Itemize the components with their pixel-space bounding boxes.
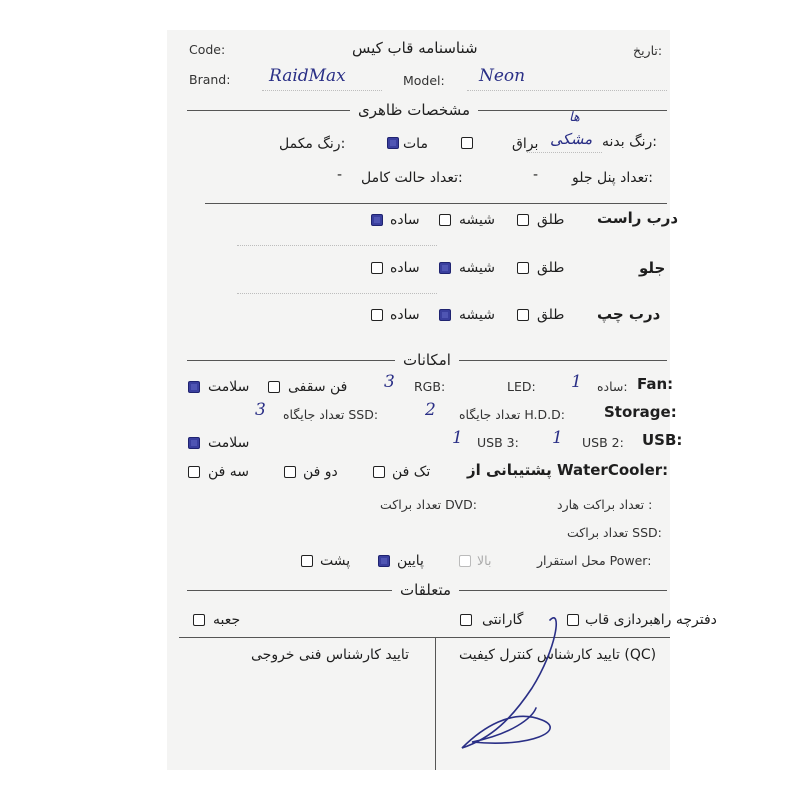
right-door-talq-checkbox[interactable] <box>517 214 529 226</box>
usb-healthy-checkbox[interactable] <box>188 437 200 449</box>
body-color-label: رنگ بدنه: <box>602 134 658 150</box>
box-checkbox[interactable] <box>193 614 205 626</box>
one-fan-checkbox[interactable] <box>373 466 385 478</box>
usb-healthy-label: سلامت <box>208 435 250 451</box>
right-door-glass: شیشه <box>459 212 495 228</box>
power-top-checkbox[interactable] <box>459 555 471 567</box>
right-door-glass-checkbox[interactable] <box>439 214 451 226</box>
signature-divider <box>179 637 670 638</box>
model-underline <box>467 90 667 91</box>
features-section-title: امکانات <box>395 351 459 369</box>
power-location-label: محل استقرار Power: <box>537 553 652 568</box>
two-fan-label: دو فن <box>303 464 338 480</box>
accessories-section-title: متعلقات <box>392 581 459 599</box>
box-label: جعبه <box>213 612 241 628</box>
right-door-label: درب راست <box>597 209 679 227</box>
power-back-label: پشت <box>320 553 351 569</box>
fan-rgb-value: 3 <box>384 372 395 392</box>
power-top-label: بالا <box>477 553 492 568</box>
three-fan-label: سه فن <box>208 464 250 480</box>
usb3-value: 1 <box>452 428 463 448</box>
fan-healthy-checkbox[interactable] <box>188 381 200 393</box>
fan-plain-label: ساده: <box>597 379 628 394</box>
case-manual-label: دفترچه راهبردازی قاب <box>585 612 717 628</box>
three-fan-checkbox[interactable] <box>188 466 200 478</box>
front-door-glass-checkbox[interactable] <box>439 262 451 274</box>
signature-column-divider <box>435 637 436 770</box>
ssd-bay-value: 3 <box>255 400 266 420</box>
model-label: Model: <box>403 73 445 88</box>
hdd-bay-label: تعداد جایگاه H.D.D: <box>459 407 565 422</box>
brand-label: Brand: <box>189 72 231 87</box>
left-door-plain: ساده <box>390 307 420 323</box>
left-door-glass: شیشه <box>459 307 495 323</box>
body-color-value: مشکی <box>550 130 593 148</box>
date-label: تاریخ: <box>633 43 663 58</box>
front-door-dotline <box>237 293 437 294</box>
front-door-talq-checkbox[interactable] <box>517 262 529 274</box>
warranty-form-sheet <box>167 30 717 770</box>
front-door-glass: شیشه <box>459 260 495 276</box>
left-door-plain-checkbox[interactable] <box>371 309 383 321</box>
appearance-bottom-divider <box>205 203 667 204</box>
matte-label: مات <box>403 136 428 152</box>
appearance-section-title: مشخصات ظاهری <box>350 101 478 119</box>
hard-bracket-label: تعداد براکت هارد : <box>557 497 653 512</box>
usb3-label: USB 3: <box>477 435 519 450</box>
left-door-talq: طلق <box>537 307 565 323</box>
right-door-plain: ساده <box>390 212 420 228</box>
power-back-checkbox[interactable] <box>301 555 313 567</box>
full-state-value: - <box>337 167 343 183</box>
code-label: Code: <box>189 42 226 57</box>
complement-color-label: رنگ مکمل: <box>279 136 346 152</box>
matte-checkbox[interactable] <box>387 137 399 149</box>
brand-value: RaidMax <box>269 66 346 86</box>
body-color-underline <box>527 152 602 153</box>
front-door-plain-checkbox[interactable] <box>371 262 383 274</box>
warranty-label: گارانتی <box>482 612 524 628</box>
fan-rgb-label: RGB: <box>414 379 446 394</box>
usb2-label: USB 2: <box>582 435 624 450</box>
ceiling-fan-checkbox[interactable] <box>268 381 280 393</box>
exit-approval-label: تایید کارشناس فنی خروجی <box>251 647 410 663</box>
fan-led-label: LED: <box>507 379 536 394</box>
qc-approval-label: تایید کارشناس کنترل کیفیت (QC) <box>459 647 657 663</box>
glossy-checkbox[interactable] <box>461 137 473 149</box>
left-door-label: درب چپ <box>597 305 661 323</box>
front-door-plain: ساده <box>390 260 420 276</box>
front-door-talq: طلق <box>537 260 565 276</box>
two-fan-checkbox[interactable] <box>284 466 296 478</box>
form-title: شناسنامه قاب کیس <box>352 39 478 57</box>
brand-underline <box>262 90 382 91</box>
storage-label: Storage: <box>604 403 677 421</box>
front-door-label: جلو <box>639 259 666 277</box>
usb2-value: 1 <box>552 428 563 448</box>
full-state-label: تعداد حالت کامل: <box>361 170 463 186</box>
power-bottom-checkbox[interactable] <box>378 555 390 567</box>
fan-label: Fan: <box>637 375 674 393</box>
fan-healthy-label: سلامت <box>208 379 250 395</box>
left-door-talq-checkbox[interactable] <box>517 309 529 321</box>
glossy-label: براق <box>512 136 539 152</box>
ssd-bay-label: تعداد جایگاه SSD: <box>283 407 379 422</box>
dvd-bracket-label: تعداد براکت DVD: <box>380 497 477 512</box>
fan-plain-value: 1 <box>571 372 582 392</box>
ceiling-fan-label: فن سقفی <box>288 379 348 395</box>
body-color-note: ها <box>569 110 580 125</box>
one-fan-label: تک فن <box>392 464 431 480</box>
qc-signature <box>452 608 582 758</box>
front-panel-value: - <box>533 167 539 183</box>
front-panel-label: تعداد پنل جلو: <box>572 170 653 186</box>
right-door-dotline <box>237 245 437 246</box>
ssd-bracket-label: تعداد براکت SSD: <box>567 525 662 540</box>
model-value: Neon <box>479 66 526 86</box>
hdd-bay-value: 2 <box>425 400 436 420</box>
right-door-talq: طلق <box>537 212 565 228</box>
right-door-plain-checkbox[interactable] <box>371 214 383 226</box>
power-bottom-label: پایین <box>397 553 424 569</box>
left-door-glass-checkbox[interactable] <box>439 309 451 321</box>
usb-label: USB: <box>642 431 683 449</box>
watercooler-label: پشتیبانی از WaterCooler: <box>467 461 669 479</box>
